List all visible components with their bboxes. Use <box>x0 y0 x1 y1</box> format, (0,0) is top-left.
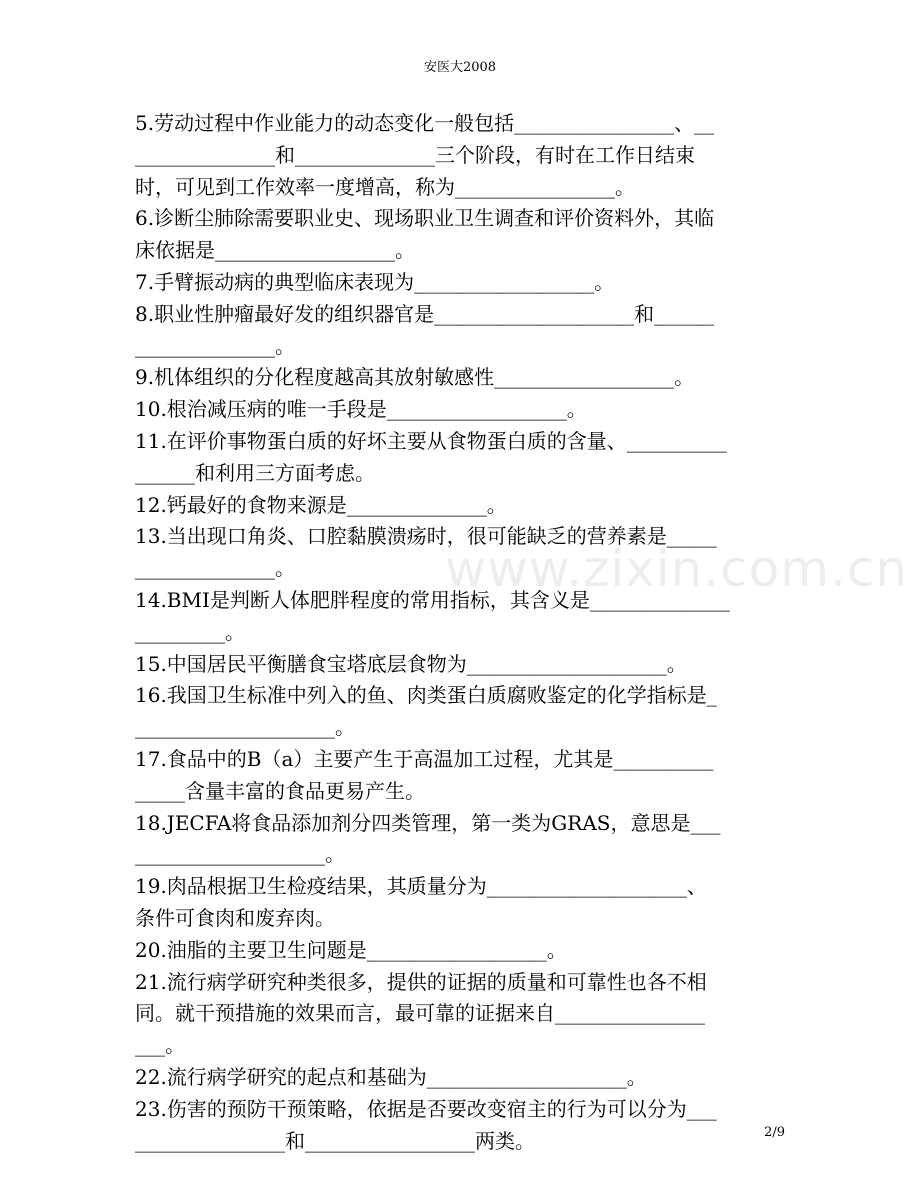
text-line: 5.劳动过程中作业能力的动态变化一般包括________________、__ <box>135 111 715 135</box>
watermark: www.zixin.com.cn <box>445 540 909 598</box>
document-body <box>135 108 785 1157</box>
text-line: 7.手臂振动病的典型临床表现为__________________。 <box>135 269 615 294</box>
text-line: ___________________。 <box>135 842 345 867</box>
text-line: 时，可见到工作效率一度增高，称为________________。 <box>135 174 635 199</box>
text-line: 15.中国居民平衡膳食宝塔底层食物为____________________。 <box>135 651 687 676</box>
text-line: 9.机体组织的分化程度越高其放射敏感性__________________。 <box>135 365 695 390</box>
text-line: ______________。 <box>135 556 295 581</box>
text-line: 12.钙最好的食物来源是______________。 <box>135 492 507 517</box>
text-line: 16.我国卫生标准中列入的鱼、肉类蛋白质腐败鉴定的化学指标是_ <box>135 683 717 708</box>
text-line: 20.油脂的主要卫生问题是__________________。 <box>135 937 567 962</box>
text-line: 17.食品中的B（a）主要产生于高温加工过程，尤其是__________ <box>135 746 714 771</box>
text-line: ______________和______________三个阶段，有时在工作日结束 <box>135 142 695 167</box>
text-line: 21.流行病学研究种类很多，提供的证据的质量和可靠性也各不相 <box>135 969 707 994</box>
text-line: 11.在评价事物蛋白质的好坏主要从食物蛋白质的含量、__________ <box>135 428 727 453</box>
text-line: ___。 <box>135 1033 185 1058</box>
text-line: _________。 <box>135 619 245 644</box>
text-line: 6.诊断尘肺除需要职业史、现场职业卫生调查和评价资料外，其临 <box>135 206 715 231</box>
text-line: 8.职业性肿瘤最好发的组织器官是____________________和______ <box>135 301 715 326</box>
page-number: 2/9 <box>764 1125 785 1140</box>
text-line: ______和利用三方面考虑。 <box>135 460 375 485</box>
text-line: 条件可食肉和废弃肉。 <box>135 905 335 930</box>
text-line: 18.JECFA将食品添加剂分四类管理，第一类为GRAS，意思是___ <box>135 810 721 835</box>
text-line: ____________________。 <box>135 715 355 740</box>
text-line: 床依据是__________________。 <box>135 238 415 263</box>
text-line: 22.流行病学研究的起点和基础为____________________。 <box>135 1064 647 1089</box>
text-line: 同。就干预措施的效果而言，最可靠的证据来自_______________ <box>135 1001 705 1026</box>
text-line: 10.根治减压病的唯一手段是__________________。 <box>135 397 587 422</box>
text-line: 13.当出现口角炎、口腔黏膜溃疡时，很可能缺乏的营养素是_____ <box>135 524 717 549</box>
text-line: _____含量丰富的食品更易产生。 <box>135 778 425 803</box>
page-header: 安医大2008 <box>423 60 497 75</box>
text-line: _______________和_________________两类。 <box>135 1128 535 1153</box>
text-line: ______________。 <box>135 333 295 358</box>
text-line: 23.伤害的预防干预策略，依据是否要改变宿主的行为可以分为___ <box>135 1096 717 1121</box>
text-line: 14.BMI是判断人体肥胖程度的常用指标，其含义是______________ <box>135 587 730 612</box>
text-line: 19.肉品根据卫生检疫结果，其质量分为____________________、 <box>135 874 707 899</box>
